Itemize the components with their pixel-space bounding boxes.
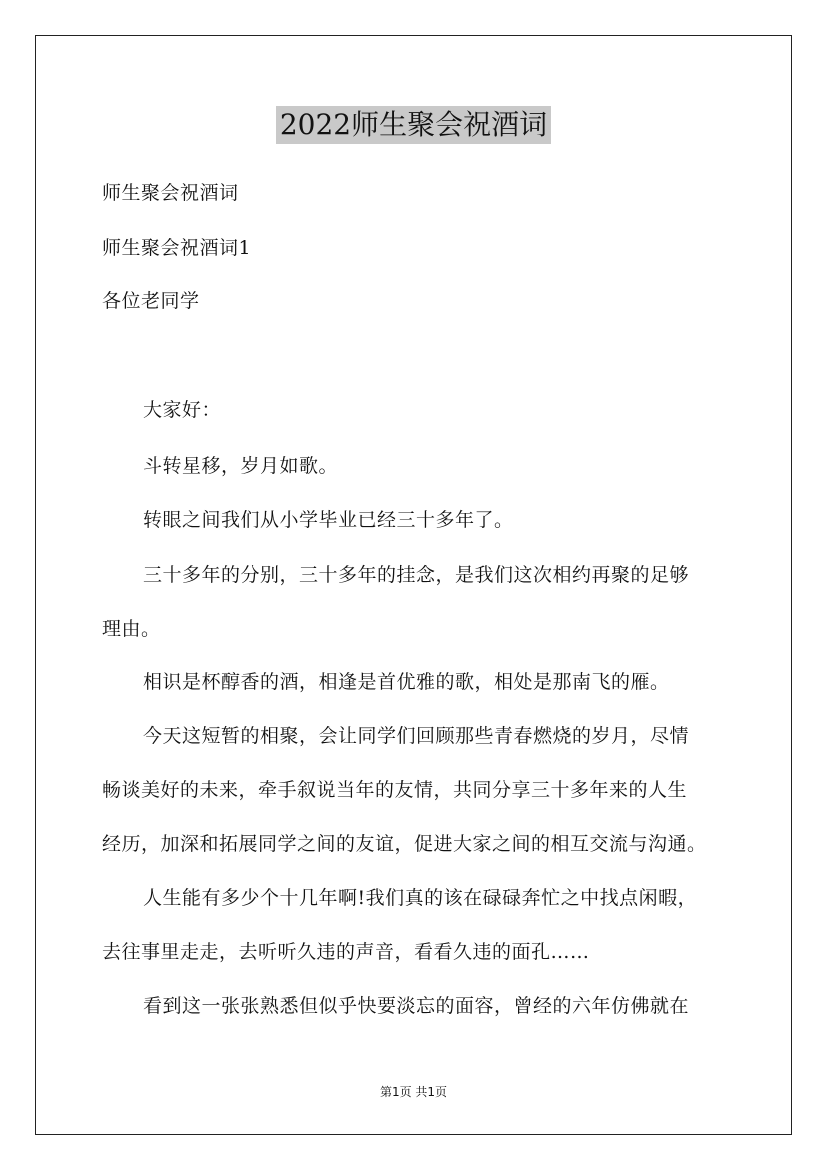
paragraph-line: 相识是杯醇香的酒，相逢是首优雅的歌，相处是那南飞的雁。 bbox=[143, 671, 670, 693]
page-number-footer: 第1页 共1页 bbox=[379, 1085, 448, 1099]
paragraph-line: 转眼之间我们从小学毕业已经三十多年了。 bbox=[143, 509, 514, 531]
paragraph-line: 今天这短暂的相聚，会让同学们回顾那些青春燃烧的岁月，尽情 bbox=[143, 725, 690, 747]
doc-heading: 师生聚会祝酒词 bbox=[102, 182, 239, 204]
document-title bbox=[0, 104, 827, 144]
doc-subheading: 师生聚会祝酒词1 bbox=[102, 237, 252, 259]
paragraph-line: 经历，加深和拓展同学之间的友谊，促进大家之间的相互交流与沟通。 bbox=[102, 833, 707, 855]
paragraph-line: 畅谈美好的未来，牵手叙说当年的友情，共同分享三十多年来的人生 bbox=[102, 779, 688, 801]
salutation: 各位老同学 bbox=[102, 290, 200, 312]
paragraph-line: 大家好： bbox=[143, 399, 222, 421]
paragraph-line: 人生能有多少个十几年啊!我们真的该在碌碌奔忙之中找点闲暇， bbox=[143, 887, 698, 909]
paragraph-line: 去往事里走走，去听听久违的声音，看看久违的面孔…… bbox=[102, 941, 590, 963]
paragraph-line: 理由。 bbox=[102, 618, 161, 640]
paragraph-line: 斗转星移，岁月如歌。 bbox=[143, 455, 339, 477]
paragraph-line: 三十多年的分别，三十多年的挂念，是我们这次相约再聚的足够 bbox=[143, 564, 690, 586]
paragraph-line: 看到这一张张熟悉但似乎快要淡忘的面容，曾经的六年仿佛就在 bbox=[143, 995, 690, 1017]
document-title-text: 2022师生聚会祝酒词 bbox=[276, 106, 551, 144]
